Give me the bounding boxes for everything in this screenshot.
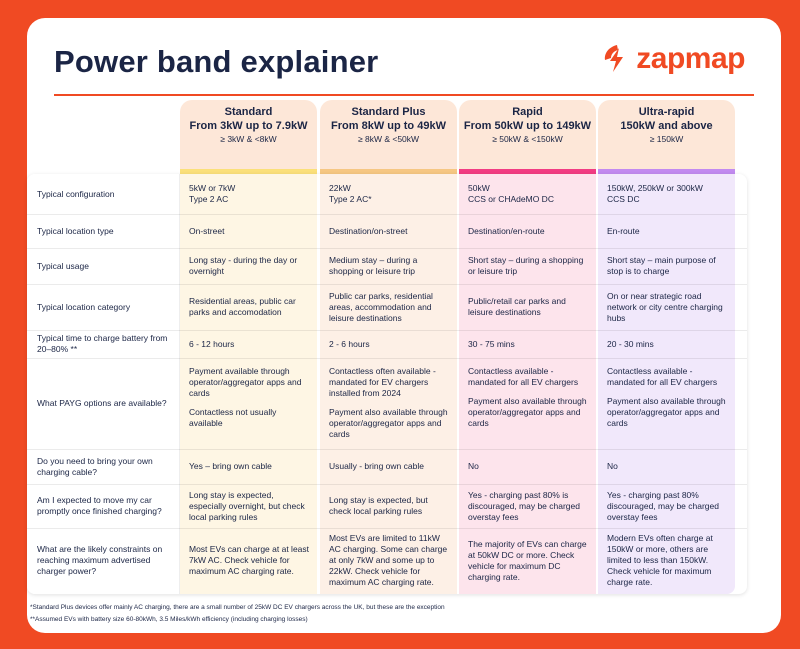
cell-text: Payment available through operator/aggregator apps and cards: [189, 366, 302, 398]
column-range: From 50kW up to 149kW: [463, 120, 592, 132]
cell-text: Yes - charging past 80% discouraged, may be charged overstay fees: [607, 489, 719, 522]
column-header: [459, 100, 596, 174]
table-cell: [329, 484, 450, 528]
cell-text: Yes – bring own cable: [189, 461, 272, 471]
column-band: ≥ 150kW: [649, 134, 684, 144]
footnote-1: *Standard Plus devices offer mainly AC charging, there are a small number of 25kW DC EV chargers across the UK, but these are the exception: [30, 604, 445, 611]
cell-text: Destination/en-route: [468, 225, 545, 236]
table-cell: [607, 330, 728, 358]
cell-text: Most EVs are limited to 11kW AC charging. Some can charge at only 7kW and some up to 22kW. Check vehicle for maximum AC charging rate.: [329, 533, 448, 587]
table-cell: [329, 358, 450, 449]
table-cell: [189, 358, 310, 449]
cell-text: 6 - 12 hours: [189, 338, 235, 349]
cell-text: Short stay – main purpose of stop is to charge: [607, 255, 716, 276]
page-title: Power band explainer: [54, 44, 379, 79]
row-label: Do you need to bring your own charging cable?: [37, 455, 153, 477]
column-name: Standard Plus: [351, 106, 426, 118]
cell-text: En-route: [607, 225, 640, 236]
lightning-bolt-icon: [602, 44, 630, 74]
column-header: [180, 100, 317, 174]
table-cell: [329, 248, 450, 284]
table-cell: [329, 330, 450, 358]
table-cell: [468, 174, 589, 214]
cell-text: Long stay is expected, especially overnight, but check local parking rules: [189, 489, 305, 522]
logo-text: zapmap: [636, 42, 745, 75]
table-cell: [607, 528, 728, 593]
table-cell: [468, 484, 589, 528]
column-range: From 8kW up to 49kW: [331, 120, 446, 132]
column-header: [598, 100, 735, 174]
footnote-2: **Assumed EVs with battery size 60-80kWh, 3.5 Miles/kWh efficiency (including charging losses): [30, 616, 308, 623]
cell-text: Contactless often available - mandated for EV chargers installed from 2024: [329, 366, 436, 398]
table-cell: [468, 284, 589, 330]
table-cell: [189, 449, 310, 484]
cell-text: 5kW or 7kW Type 2 AC: [189, 183, 236, 204]
row-label: Typical location category: [37, 301, 131, 312]
column-range: From 3kW up to 7.9kW: [189, 120, 308, 132]
column-band: ≥ 50kW & <150kW: [492, 134, 563, 144]
table-cell: [329, 214, 450, 248]
table-cell: [607, 248, 728, 284]
cell-text: The majority of EVs can charge at 50kW DC or more. Check vehicle for maximum DC charging rate.: [468, 538, 587, 582]
column-band: ≥ 8kW & <50kW: [357, 134, 420, 144]
table-cell: [607, 284, 728, 330]
cell-text: No: [468, 461, 479, 471]
cell-text: Residential areas, public car parks and accomodation: [189, 296, 296, 317]
table-cell: [468, 528, 589, 593]
table-cell: [189, 214, 310, 248]
cell-text: No: [607, 461, 618, 471]
cell-text: Usually - bring own cable: [329, 461, 424, 471]
column-name: Ultra-rapid: [638, 106, 695, 118]
row-label: Typical configuration: [37, 188, 115, 199]
cell-text: Contactless available - mandated for all EV chargers: [468, 366, 579, 387]
cell-text: 30 - 75 mins: [468, 338, 515, 349]
table-cell: [607, 214, 728, 248]
cell-text: Public car parks, residential areas, accommodation and leisure destinations: [329, 290, 433, 323]
cell-text: Contactless available - mandated for all EV chargers: [607, 366, 718, 387]
cell-text: 20 - 30 mins: [607, 338, 654, 349]
column-band: ≥ 3kW & <8kW: [220, 134, 277, 144]
cell-text: On-street: [189, 225, 225, 236]
table-cell: [607, 484, 728, 528]
table-cell: [329, 528, 450, 593]
cell-text: Yes - charging past 80% is discouraged, may be charged overstay fees: [468, 489, 580, 522]
cell-text: Medium stay – during a shopping or leisure trip: [329, 255, 418, 276]
table-cell: [189, 484, 310, 528]
row-label: Typical time to charge battery from 20–80% **: [37, 333, 168, 354]
table-cell: [329, 449, 450, 484]
cell-text-secondary: Payment also available through operator/aggregator apps and cards: [607, 396, 726, 428]
cell-text-secondary: Payment also available through operator/aggregator apps and cards: [329, 407, 448, 439]
cell-text: Public/retail car parks and leisure destinations: [468, 296, 566, 317]
row-label: Typical location type: [37, 225, 114, 236]
table-cell: [607, 358, 728, 449]
table-cell: [468, 449, 589, 484]
cell-text-secondary: Payment also available through operator/aggregator apps and cards: [468, 396, 587, 428]
cell-text: 50kW CCS or CHAdeMO DC: [468, 183, 554, 204]
cell-text: 150kW, 250kW or 300kW CCS DC: [607, 183, 703, 204]
table-cell: [607, 449, 728, 484]
table-cell: [468, 248, 589, 284]
table-cell: [329, 174, 450, 214]
title-divider: [54, 94, 754, 96]
row-label: What PAYG options are available?: [37, 398, 167, 408]
logo: [602, 42, 745, 76]
table-cell: [189, 528, 310, 593]
cell-text: 2 - 6 hours: [329, 338, 370, 349]
column-header: [320, 100, 457, 174]
cell-text: Modern EVs often charge at 150kW or more, others are limited to less than 150kW. Check vehicle for maximum charge rate.: [607, 533, 713, 587]
column-name: Rapid: [512, 106, 543, 118]
row-label: Am I expected to move my car promptly once finished charging?: [37, 495, 162, 516]
table-cell: [468, 214, 589, 248]
cell-text: Long stay is expected, but check local parking rules: [329, 495, 428, 516]
table-cell: [189, 284, 310, 330]
row-label: Typical usage: [37, 260, 89, 271]
column-range: 150kW and above: [620, 120, 713, 132]
table-cell: [189, 330, 310, 358]
table-cell: [468, 358, 589, 449]
cell-text-secondary: Contactless not usually available: [189, 407, 277, 428]
table-cell: [607, 174, 728, 214]
table-cell: [468, 330, 589, 358]
cell-text: Short stay – during a shopping or leisure trip: [468, 255, 584, 276]
cell-text: Long stay - during the day or overnight: [189, 255, 298, 276]
table-cell: [189, 248, 310, 284]
table-cell: [329, 284, 450, 330]
cell-text: Most EVs can charge at at least 7kW AC. Check vehicle for maximum AC charging rate.: [189, 544, 310, 576]
cell-text: 22kW Type 2 AC*: [329, 183, 372, 204]
table-cell: [189, 174, 310, 214]
cell-text: On or near strategic road network or city centre charging hubs: [607, 290, 723, 323]
row-label: What are the likely constraints on reaching maximum advertised charger power?: [37, 544, 163, 576]
column-name: Standard: [224, 106, 273, 118]
cell-text: Destination/on-street: [329, 225, 408, 236]
